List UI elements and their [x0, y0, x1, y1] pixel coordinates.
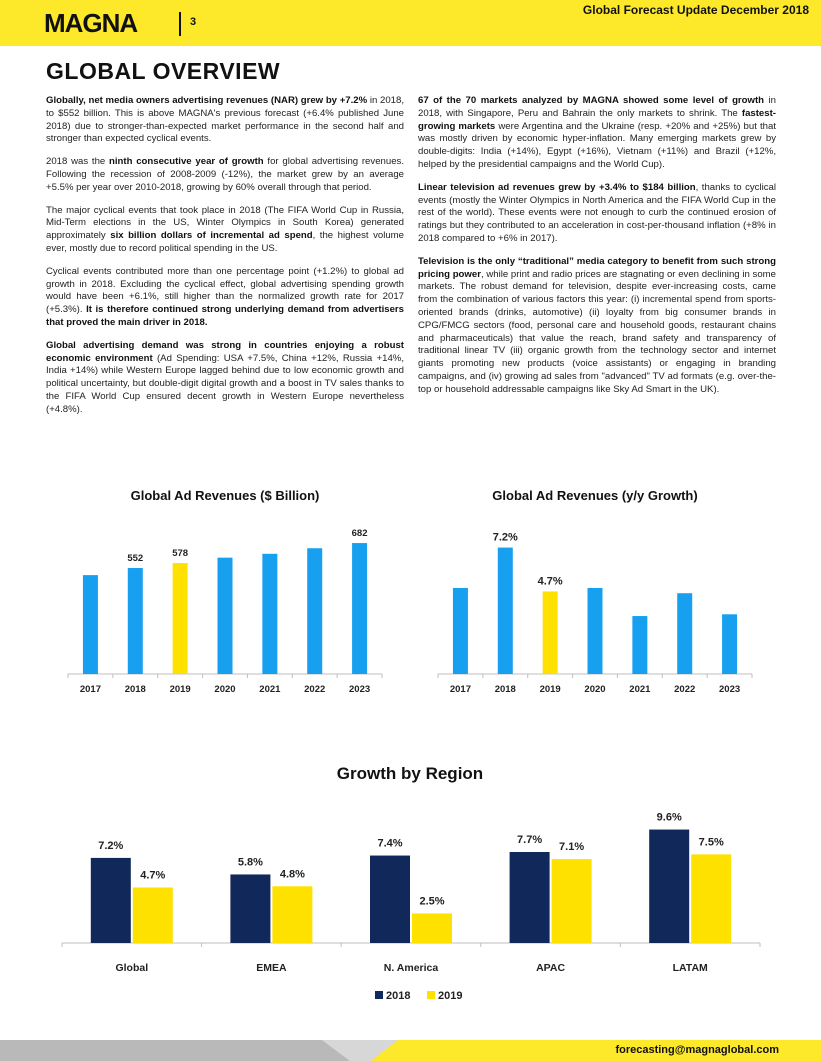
- body-text: , thanks to cyclical events (mostly the Winter Olympics in North America and the FIFA World Cup in the rest of the world). These events were not enough to curb the continued erosion of ratings but they contributed to an acceleration in cost-per-thousand inflation (+8% in 2018 compared to +6% in 2017).: [418, 181, 776, 244]
- legend-swatch-2019: [427, 991, 435, 999]
- magna-logo: MAGNA: [44, 8, 138, 38]
- bold-text: 67 of the 70 markets analyzed by MAGNA showed some level of growth: [418, 95, 765, 106]
- chart-region: [40, 795, 780, 1015]
- body-text: The major cyclical events that took place in 2018 (The FIFA World Cup in Russia, Mid-Term elections in the US, Winter Olympics in South Korea) generated approximately: [46, 204, 404, 242]
- tick-label-2023: 2023: [719, 684, 741, 695]
- tick-label-2023: 2023: [349, 684, 371, 695]
- chart-title-growth: Global Ad Revenues (y/y Growth): [492, 488, 698, 503]
- page-title: GLOBAL OVERVIEW: [46, 58, 281, 84]
- paragraph: [46, 340, 404, 417]
- bar-2021: [632, 616, 647, 674]
- tick-label: N. America: [383, 962, 439, 974]
- data-label: 7.2%: [98, 839, 124, 852]
- bar-2023: [352, 543, 367, 674]
- body-text: , the highest volume ever, mostly due to record political spending in the US.: [46, 230, 404, 254]
- bold-text: six billion dollars of incremental ad spend: [110, 230, 313, 242]
- data-label: 7.4%: [377, 837, 403, 850]
- bar-emea-2019: [272, 886, 312, 943]
- tick-label-2021: 2021: [259, 684, 281, 695]
- bar-2018: [498, 548, 513, 674]
- tick-label-2020: 2020: [214, 684, 236, 695]
- paragraph: [418, 182, 776, 246]
- tick-label-2017: 2017: [79, 684, 101, 695]
- data-label: 9.6%: [656, 811, 682, 824]
- legend-swatch-2018: [375, 991, 383, 999]
- bar-apac-2019: [552, 859, 592, 943]
- body-text: 2018 was the: [46, 156, 109, 168]
- bar-2019: [173, 563, 188, 674]
- bar-latam-2018: [649, 830, 689, 943]
- tick-label-2021: 2021: [629, 684, 651, 695]
- bar-2021: [262, 554, 277, 674]
- tick-label-2019: 2019: [169, 684, 191, 695]
- paragraph: [46, 205, 404, 256]
- body-text: for global advertising revenues. Following the recession of 2008-2009 (-12%), the market grew by an average +5.5% per year over 2010-2018, growing by 60% overall through that period.: [46, 156, 404, 193]
- data-label-2019: 4.7%: [537, 575, 563, 588]
- body-text: Cyclical events contributed more than one percentage point (+1.2%) to global ad growth in 2018. Excluding the cyclical effect, global advertising spending growth would have been +6.1%, still higher than the normalized growth rate for 2017 (+5.3%).: [46, 265, 404, 316]
- tick-label: Global: [115, 962, 149, 974]
- paragraph: [46, 266, 404, 330]
- bar-2017: [83, 575, 98, 674]
- bar-global-2019: [133, 887, 173, 943]
- bar-2022: [677, 593, 692, 674]
- tick-label-2018: 2018: [494, 684, 516, 695]
- bold-text: Global advertising demand was strong in countries enjoying a robust economic environment: [46, 339, 404, 364]
- legend-label-2019: 2019: [438, 990, 463, 1002]
- tick-label-2018: 2018: [124, 684, 146, 695]
- chart-revenues: [60, 512, 390, 702]
- body-text: (Ad Spending: USA +7.5%, China +12%, Russia +14%, India +14%) while Western Europe lagged behind due to low economic growth and political uncertainty, but double-digit digital growth and a boost in TV sales thanks to the FIFA World Cup ensured decent growth in Western Europe nevertheless (+4.8%).: [46, 352, 404, 415]
- tick-label: APAC: [536, 962, 566, 974]
- data-label-2018: 552: [127, 553, 144, 565]
- bold-text: ninth consecutive year of growth: [109, 156, 264, 168]
- tick-label-2022: 2022: [674, 684, 696, 695]
- data-label-2018: 7.2%: [492, 531, 518, 544]
- tick-label: LATAM: [672, 962, 708, 974]
- tick-label: EMEA: [256, 962, 287, 974]
- paragraph: [418, 95, 776, 172]
- body-text: in 2018, with Singapore, Peru and Bahrain the only markets to shrink. The: [418, 95, 776, 119]
- data-label-2019: 578: [172, 548, 189, 560]
- data-label-2023: 682: [351, 528, 368, 540]
- report-title: Global Forecast Update December 2018: [582, 3, 809, 17]
- bar-2022: [307, 548, 322, 674]
- bar-n-america-2018: [370, 856, 410, 943]
- bar-2019: [543, 591, 558, 674]
- bar-global-2018: [91, 858, 131, 943]
- chart-title-region: Growth by Region: [336, 764, 484, 783]
- legend-label-2018: 2018: [386, 990, 411, 1002]
- footer-bar: [0, 1040, 821, 1061]
- tick-label-2017: 2017: [449, 684, 471, 695]
- bar-apac-2018: [510, 852, 550, 943]
- bar-n-america-2019: [412, 913, 452, 943]
- data-label: 2.5%: [419, 895, 445, 908]
- bar-2017: [453, 588, 468, 674]
- header-divider: [179, 12, 181, 36]
- data-label: 7.1%: [559, 841, 585, 854]
- bar-emea-2018: [230, 874, 270, 943]
- left-column: [46, 95, 404, 427]
- bar-2020: [588, 588, 603, 674]
- bar-2020: [218, 558, 233, 674]
- bold-text: Television is the only “traditional” media category to benefit from such strong pricing power: [418, 255, 776, 280]
- data-label: 4.8%: [279, 868, 305, 881]
- right-column: [418, 95, 776, 407]
- bold-text: It is therefore continued strong underlying demand from advertisers that proved the main driver in 2018.: [46, 304, 404, 328]
- chart-title-revenues: Global Ad Revenues ($ Billion): [130, 488, 320, 503]
- bold-text: fastest-growing markets: [418, 107, 776, 132]
- data-label: 5.8%: [237, 856, 263, 869]
- bar-2018: [128, 568, 143, 674]
- bold-text: Linear television ad revenues grew by +3.4% to $184 billion: [418, 181, 696, 193]
- bar-2023: [722, 614, 737, 674]
- tick-label-2019: 2019: [539, 684, 561, 695]
- paragraph: [46, 156, 404, 194]
- header-bar: [0, 0, 821, 46]
- body-text: , while print and radio prices are stagnating or even declining in some markets. The robust demand for television, despite ever-increasing costs, came from the combination of various factors this year: (i) incremental spend from sports-oriented brands (drinks, automotive) (ii) loyalty from big consumer brands in CPG/FMCG sectors (food, personal care and household goods, restaurant chains and pharmaceuticals) that value the reach, brand safety and transparency of traditional linear TV (iii) organic growth from the technology sector and internet giants promoting new products (voice assistants) or engaging in branding campaigns, and (iv) growing ad sales from "advanced" TV ad formats (e.g. over-the-top or household addressable campaigns like Sky Ad Smart in the UK).: [418, 268, 776, 395]
- paragraph: [418, 256, 776, 397]
- paragraph: [46, 95, 404, 146]
- page-number: 3: [190, 16, 197, 28]
- body-text: in 2018, to $552 billion. This is above MAGNA's previous forecast (+6.4% published June 2018) due to stronger-than-expected market performance in the second half and stronger than expected cyclical events.: [46, 95, 405, 145]
- body-text: were Argentina and the Ukraine (resp. +20% and +25%) but that was mostly driven by economic hyper-inflation. Many emerging markets grew by double-digits: India (+14%), Egypt (+16%), Vietnam (+11%) and Brazil (+12%, helped by the presidential campaigns and the World Cup).: [418, 120, 776, 170]
- bold-text: Globally, net media owners advertising revenues (NAR) grew by +7.2%: [46, 95, 368, 106]
- data-label: 4.7%: [140, 869, 166, 882]
- chart-growth: [430, 512, 760, 702]
- footer-email-link[interactable]: forecasting@magnaglobal.com: [615, 1044, 779, 1056]
- tick-label-2020: 2020: [584, 684, 606, 695]
- footer-dark-grey-band: [0, 1040, 350, 1061]
- tick-label-2022: 2022: [304, 684, 326, 695]
- data-label: 7.5%: [698, 836, 724, 849]
- bar-latam-2019: [691, 854, 731, 943]
- data-label: 7.7%: [517, 834, 543, 846]
